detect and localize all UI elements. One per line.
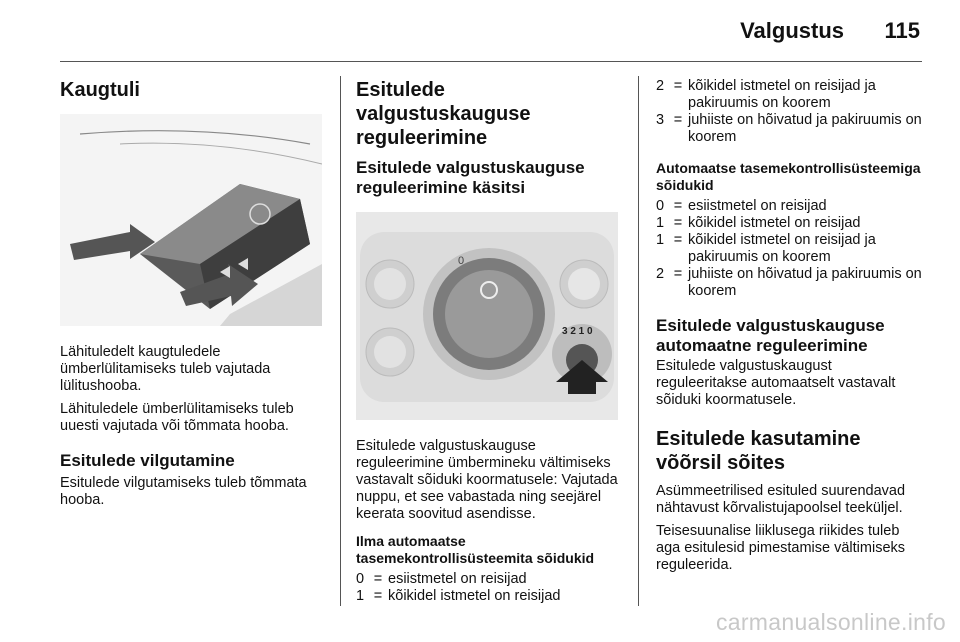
paragraph-auto-adjustment: Esitulede valgustuskaugust reguleeritakse automaatselt vastavalt sõiduki koormatusele. (656, 358, 896, 408)
paragraph-flash: Esitulede vilgutamiseks tuleb tõmmata hooba. (60, 475, 307, 508)
watermark: carmanualsonline.info (715, 609, 946, 635)
wheel-scale: 3 2 1 0 (562, 326, 593, 337)
column-1 (60, 74, 322, 515)
list-item: 1 = kõikidel istmetel on reisijad ja pakiruumis on koorem (656, 232, 876, 265)
list-item: 2 = kõikidel istmetel on reisijad ja pakiruumis on koorem (656, 78, 876, 111)
heading-range-adjustment: Esitulede valgustuskauguse reguleerimine (356, 79, 531, 149)
heading-with-auto-level: Automaatse tasemekontrollisüsteemiga sõidukid (656, 160, 921, 193)
list-item: 2 = juhiiste on hõivatud ja pakiruumis on koorem (656, 266, 922, 299)
column-3 (656, 74, 924, 580)
page-title: Valgustus (740, 18, 844, 43)
header-rule (60, 61, 922, 62)
list-item: 1 = kõikidel istmetel on reisijad (656, 215, 861, 231)
light-switch-illustration (356, 212, 618, 420)
heading-kaugtuli: Kaugtuli (60, 79, 140, 101)
stalk-lever-figure (60, 114, 322, 326)
paragraph-asymmetric: Asümmeetrilised esituled suurendavad nähtavust kõrvalistujapoolsel teeküljel. (656, 483, 906, 516)
heading-abroad: Esitulede kasutamine võõrsil sõites (656, 428, 861, 474)
list-item: 3 = juhiiste on hõivatud ja pakiruumis on koorem (656, 112, 922, 145)
heading-vilgutamine: Esitulede vilgutamine (60, 451, 235, 470)
list-auto-positions (656, 198, 924, 300)
heading-manual-adjustment: Esitulede valgustuskauguse reguleerimine käsitsi (356, 158, 585, 197)
list-item: 1 = kõikidel istmetel on reisijad (356, 588, 561, 604)
page-header (0, 0, 960, 60)
page-number: 115 (884, 18, 920, 43)
paragraph-manual-adjustment: Esitulede valgustuskauguse reguleerimine ümbermineku vältimiseks vastavalt sõiduki koormatusele: Vajutada nuppu, et see vabastada ning seejärel keerata soovitud asendisse. (356, 438, 618, 522)
list-item: 0 = esiistmetel on reisijad (356, 571, 527, 587)
paragraph-high-beam-off: Lähituledele ümberlülitamiseks tuleb uuesti vajutada või tõmmata hooba. (60, 401, 294, 434)
stalk-lever-illustration (60, 114, 322, 326)
heading-auto-adjustment: Esitulede valgustuskauguse automaatne reguleerimine (656, 316, 885, 355)
light-switch-figure (356, 212, 618, 420)
column-2 (356, 74, 618, 615)
paragraph-other-traffic: Teisesuunalise liiklusega riikides tuleb aga esitulesid pimestamise vältimiseks reguleerida. (656, 523, 906, 573)
list-item: 0 = esiistmetel on reisijad (656, 198, 827, 214)
dial-label-zero: 0 (458, 255, 465, 267)
paragraph-high-beam-on: Lähituledelt kaugtuledele ümberlülitamiseks tuleb vajutada lülitushooba. (60, 344, 271, 394)
list-manual-positions (356, 571, 618, 605)
column-divider-1 (340, 76, 341, 606)
list-manual-positions-cont (656, 78, 924, 146)
heading-without-auto-level: Ilma automaatse tasemekontrollisüsteemita sõidukid (356, 533, 595, 566)
column-divider-2 (638, 76, 639, 606)
